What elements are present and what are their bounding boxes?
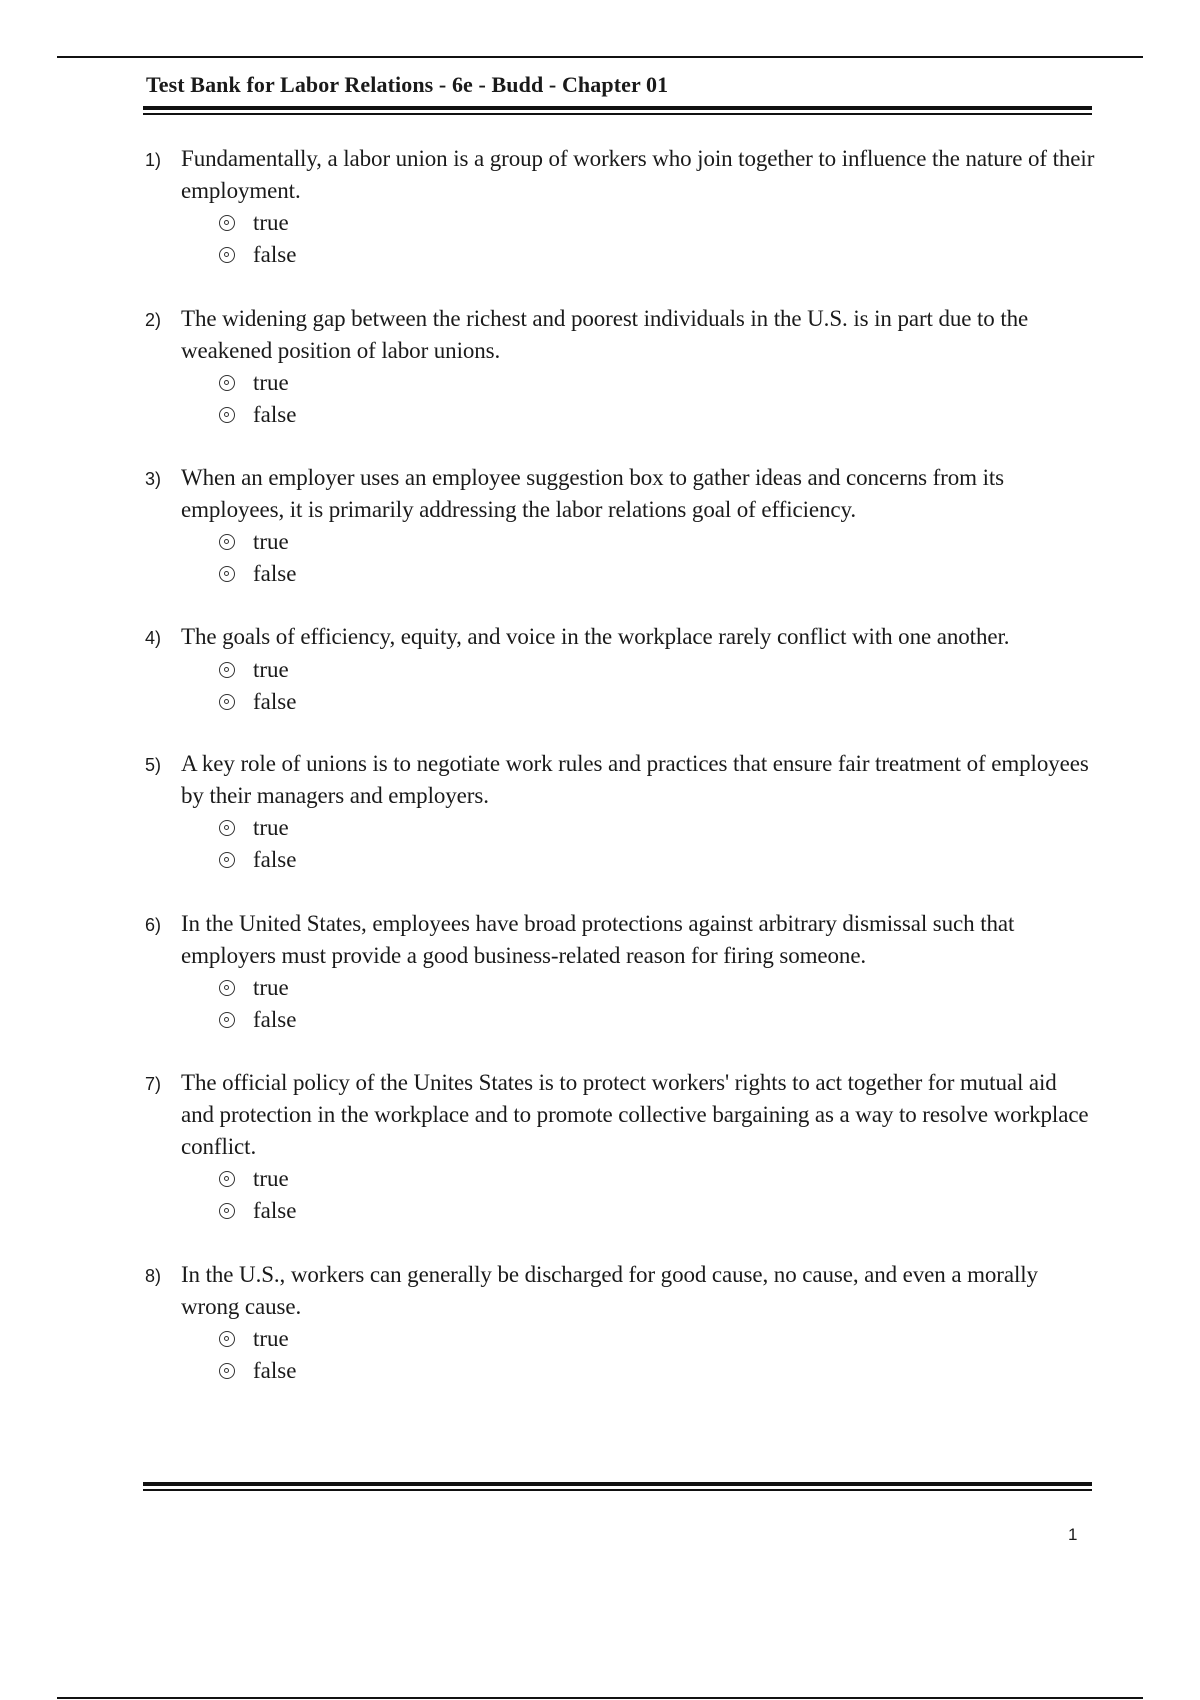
option-false[interactable]	[219, 1195, 1095, 1227]
question-number: 4)	[145, 628, 162, 648]
question-text: Fundamentally, a labor union is a group of workers who join together to influence the nature of their employment.	[181, 146, 1095, 203]
question-6	[145, 908, 1095, 1036]
option-true[interactable]	[219, 526, 1095, 558]
option-label: false	[253, 402, 297, 427]
option-label: true	[253, 815, 289, 840]
option-label: true	[253, 657, 289, 682]
question-text: The widening gap between the richest and poorest individuals in the U.S. is in part due to the weakened position of labor unions.	[181, 306, 1029, 363]
option-true[interactable]	[219, 812, 1095, 844]
answer-options	[219, 972, 1095, 1036]
question-number: 8)	[145, 1266, 162, 1286]
question-number: 1)	[145, 150, 162, 170]
option-false[interactable]	[219, 1004, 1095, 1036]
radio-circle-icon[interactable]	[219, 694, 235, 710]
option-label: false	[253, 847, 297, 872]
radio-circle-icon[interactable]	[219, 1331, 235, 1347]
page-number: 1	[1068, 1525, 1078, 1544]
option-true[interactable]	[219, 972, 1095, 1004]
question-text: The goals of efficiency, equity, and voice in the workplace rarely conflict with one another.	[181, 624, 1010, 649]
option-true[interactable]	[219, 367, 1095, 399]
option-label: false	[253, 242, 297, 267]
question-number: 6)	[145, 915, 162, 935]
option-label: true	[253, 975, 289, 1000]
page-bottom-border	[57, 1697, 1143, 1699]
option-true[interactable]	[219, 654, 1095, 686]
radio-circle-icon[interactable]	[219, 1363, 235, 1379]
question-1	[145, 143, 1095, 271]
answer-options	[219, 207, 1095, 271]
radio-circle-icon[interactable]	[219, 534, 235, 550]
question-8	[145, 1259, 1095, 1387]
question-5	[145, 748, 1095, 876]
header-divider	[143, 106, 1092, 115]
radio-circle-icon[interactable]	[219, 1171, 235, 1187]
radio-circle-icon[interactable]	[219, 1203, 235, 1219]
option-false[interactable]	[219, 239, 1095, 271]
option-label: true	[253, 210, 289, 235]
question-4	[145, 621, 1095, 718]
answer-options	[219, 812, 1095, 876]
option-label: true	[253, 529, 289, 554]
radio-circle-icon[interactable]	[219, 1012, 235, 1028]
option-false[interactable]	[219, 844, 1095, 876]
radio-circle-icon[interactable]	[219, 247, 235, 263]
radio-circle-icon[interactable]	[219, 852, 235, 868]
option-label: false	[253, 689, 297, 714]
question-number: 3)	[145, 469, 162, 489]
question-text: A key role of unions is to negotiate work rules and practices that ensure fair treatment of employees by their managers and employers.	[181, 751, 1089, 808]
option-label: true	[253, 370, 289, 395]
option-true[interactable]	[219, 1163, 1095, 1195]
answer-options	[219, 526, 1095, 590]
answer-options	[219, 654, 1095, 718]
page-top-border	[57, 56, 1143, 58]
radio-circle-icon[interactable]	[219, 820, 235, 836]
question-number: 5)	[145, 755, 162, 775]
answer-options	[219, 1163, 1095, 1227]
radio-circle-icon[interactable]	[219, 215, 235, 231]
question-number: 2)	[145, 310, 162, 330]
option-false[interactable]	[219, 558, 1095, 590]
question-text: When an employer uses an employee suggestion box to gather ideas and concerns from its employees, it is primarily addressing the labor relations goal of efficiency.	[181, 465, 1004, 522]
question-text: In the United States, employees have broad protections against arbitrary dismissal such that employers must provide a good business-related reason for firing someone.	[181, 911, 1015, 968]
option-false[interactable]	[219, 1355, 1095, 1387]
option-false[interactable]	[219, 399, 1095, 431]
radio-circle-icon[interactable]	[219, 980, 235, 996]
option-false[interactable]	[219, 686, 1095, 718]
footer-divider	[143, 1482, 1092, 1491]
radio-circle-icon[interactable]	[219, 566, 235, 582]
radio-circle-icon[interactable]	[219, 662, 235, 678]
question-7	[145, 1067, 1095, 1227]
option-label: false	[253, 1358, 297, 1383]
question-text: In the U.S., workers can generally be discharged for good cause, no cause, and even a morally wrong cause.	[181, 1262, 1038, 1319]
question-text: The official policy of the Unites States is to protect workers' rights to act together for mutual aid and protection in the workplace and to promote collective bargaining as a way to resolve workplace conflict.	[181, 1070, 1089, 1159]
question-2	[145, 303, 1095, 431]
question-3	[145, 462, 1095, 590]
answer-options	[219, 367, 1095, 431]
option-label: false	[253, 561, 297, 586]
option-label: true	[253, 1326, 289, 1351]
answer-options	[219, 1323, 1095, 1387]
option-label: false	[253, 1007, 297, 1032]
option-true[interactable]	[219, 1323, 1095, 1355]
option-label: false	[253, 1198, 297, 1223]
option-true[interactable]	[219, 207, 1095, 239]
option-label: true	[253, 1166, 289, 1191]
radio-circle-icon[interactable]	[219, 375, 235, 391]
page-title: Test Bank for Labor Relations - 6e - Budd - Chapter 01	[146, 72, 669, 97]
question-number: 7)	[145, 1074, 162, 1094]
radio-circle-icon[interactable]	[219, 407, 235, 423]
